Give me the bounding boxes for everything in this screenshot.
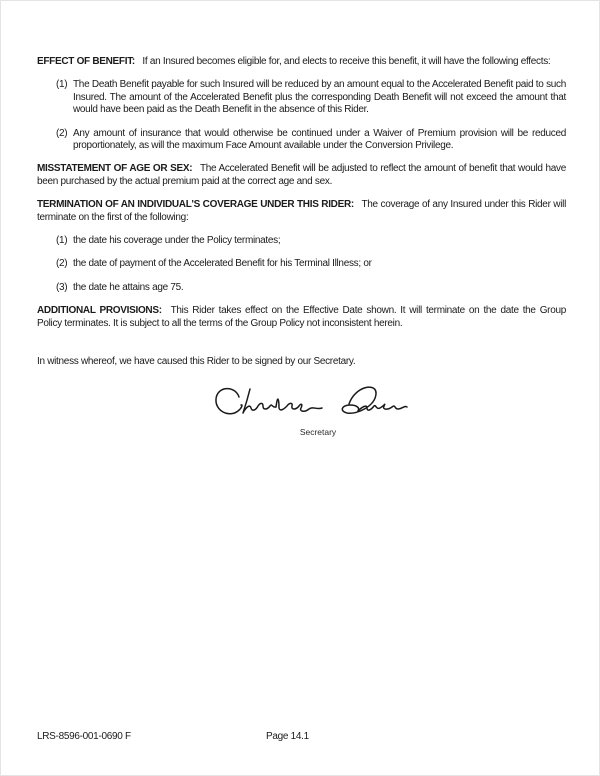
section-misstatement xyxy=(37,163,566,188)
section-heading: ADDITIONAL PROVISIONS: xyxy=(37,305,162,317)
list-item-number: (1) xyxy=(56,79,68,91)
list-item xyxy=(37,258,566,270)
list-item xyxy=(37,79,566,116)
witness-clause: In witness whereof, we have caused this Rider to be signed by our Secretary. xyxy=(37,356,356,368)
section-effect-of-benefit xyxy=(37,56,566,68)
list-item-number: (3) xyxy=(56,281,68,293)
section-body-text: The Accelerated Benefit will be adjusted to reflect the amount of benefit that would have been purchased by the actual premium paid at the correct age and sex. xyxy=(37,163,566,187)
section-body-text: This Rider takes effect on the Effective Date shown. It will terminate on the date the Group Policy terminates. It is subject to all the terms of the Group Policy not inconsistent herein. xyxy=(37,305,566,329)
list-item-number: (2) xyxy=(56,258,68,270)
list-item xyxy=(37,282,566,294)
signature-title-label: Secretary xyxy=(299,426,337,437)
section-heading: EFFECT OF BENEFIT: xyxy=(37,56,135,67)
list-item xyxy=(37,128,566,153)
list-item-text: Any amount of insurance that would otherwise be continued under a Waiver of Premium provision will be reduced proportionately, as will the maximum Face Amount available under the Conversion Privilege. xyxy=(73,127,566,152)
section-body-text: If an Insured becomes eligible for, and elects to receive this benefit, it will have the following effects: xyxy=(142,56,551,67)
effect-list xyxy=(37,79,566,152)
section-additional-provisions xyxy=(37,305,566,330)
list-item xyxy=(37,235,566,247)
list-item-number: (1) xyxy=(56,235,68,247)
page-footer xyxy=(37,731,564,745)
list-item-text: the date he attains age 75. xyxy=(73,281,184,293)
list-item-text: the date his coverage under the Policy terminates; xyxy=(73,235,281,247)
section-termination xyxy=(37,199,566,224)
list-item-number: (2) xyxy=(56,127,68,139)
form-number: LRS-8596-001-0690 F xyxy=(37,731,131,742)
page-number: Page 14.1 xyxy=(266,731,309,742)
signature-scribble xyxy=(209,380,409,432)
signature-block xyxy=(209,380,409,438)
section-heading: TERMINATION OF AN INDIVIDUAL'S COVERAGE UNDER THIS RIDER: xyxy=(37,199,354,211)
list-item-text: The Death Benefit payable for such Insured will be reduced by an amount equal to the Accelerated Benefit paid to such Insured. The amount of the Accelerated Benefit plus the corresponding Death Benefit will not exceed the amount that would have been paid as the Death Benefit in the absence of this Rider. xyxy=(73,79,566,116)
document-body xyxy=(37,56,566,438)
section-body-text: The coverage of any Insured under this Rider will terminate on the first of the following: xyxy=(37,199,566,223)
termination-list xyxy=(37,235,566,294)
section-heading: MISSTATEMENT OF AGE OR SEX: xyxy=(37,163,193,175)
list-item-text: the date of payment of the Accelerated Benefit for his Terminal Illness; or xyxy=(73,258,372,270)
